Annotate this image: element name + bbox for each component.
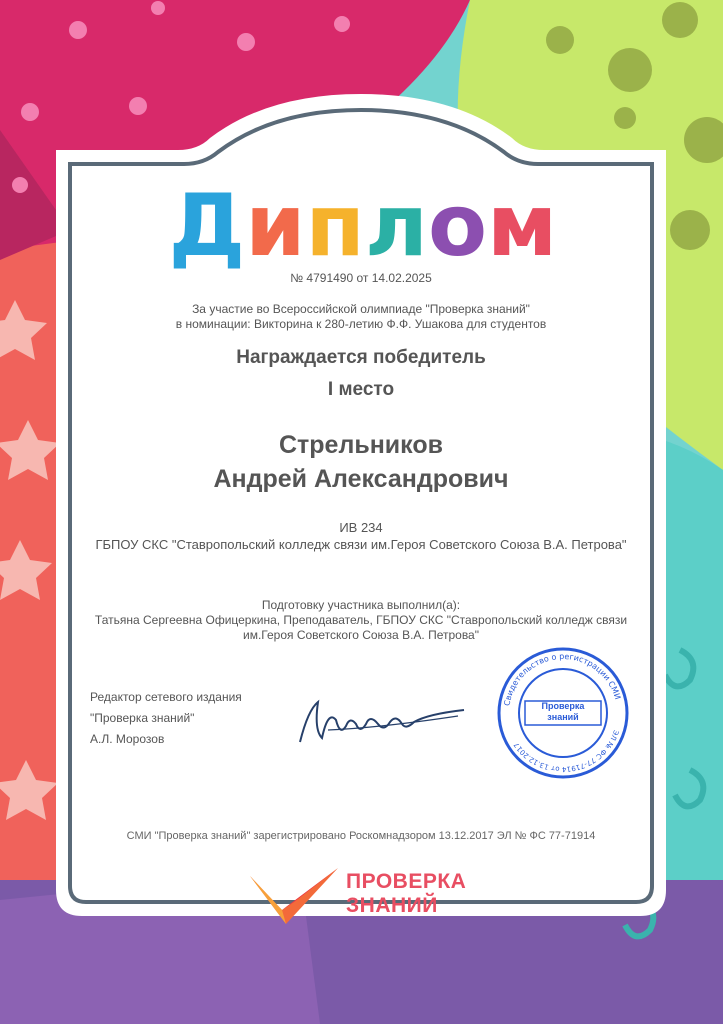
participation-text: За участие во Всероссийской олимпиаде "Проверка знаний" в номинации: Викторина к 280-летию Ф.Ф. Ушакова для студентов — [175, 302, 547, 331]
diploma-title — [148, 170, 578, 270]
registration-note: СМИ "Проверка знаний" зарегистрировано Роскомнадзором 13.12.2017 ЭЛ № ФС 77-71914 — [126, 830, 596, 842]
title-letter: Д — [168, 176, 246, 270]
award-heading: Награждается победитель I место — [236, 347, 486, 400]
svg-text:Диплом — [169, 176, 558, 270]
title-letter: п — [305, 176, 365, 270]
student-group: ИВ 234 — [339, 520, 383, 535]
diploma-number: № 4791490 от 14.02.2025 — [290, 271, 432, 285]
official-stamp: Свидетельство о регистрации СМИ ЭЛ № ФС 77-71914 от 13.12.2017 Проверка знаний — [495, 645, 631, 781]
organization-name: ГБПОУ СКС "Ставропольский колледж связи им.Героя Советского Союза В.А. Петрова" — [95, 537, 627, 552]
checkmark-logo-icon — [246, 862, 342, 924]
title-letter: м — [487, 176, 558, 270]
svg-text:ЭЛ № ФС 77-71914 от 13.12.2017: ЭЛ № ФС 77-71914 от 13.12.2017 — [512, 728, 621, 774]
editor-block: Редактор сетевого издания "Проверка знаний" А.Л. Морозов — [90, 690, 242, 746]
svg-text:Свидетельство о регистрации СМ: Свидетельство о регистрации СМИ — [502, 651, 623, 707]
winner-name: Стрельников Андрей Александрович — [213, 431, 509, 493]
title-letter: л — [364, 176, 428, 270]
title-letter: о — [427, 176, 488, 270]
diploma-content — [48, 90, 674, 922]
preparation-info: Подготовку участника выполнил(а): Татьяна Сергеевна Офицеркина, Преподаватель, ГБПОУ СКС "Ставропольский колледж связи им.Героя Советского Союза В.А. Петрова" — [94, 598, 628, 642]
title-letter: и — [245, 176, 306, 270]
editor-signature — [288, 690, 468, 750]
brand-logo-text: ПРОВЕРКА ЗНАНИЙ — [346, 870, 467, 917]
